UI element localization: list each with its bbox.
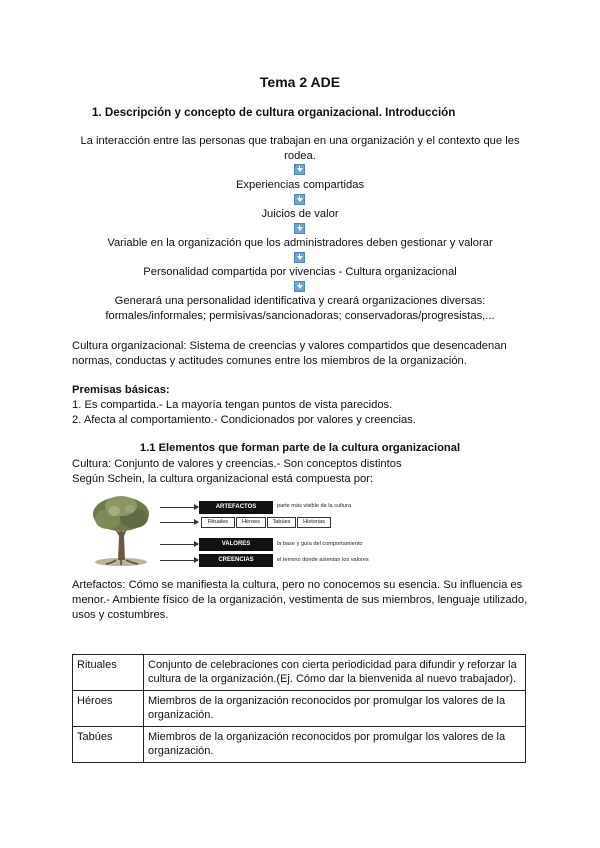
table-row [73,655,526,691]
schein-line: Según Schein, la cultura organizacional está compuesta por: [72,473,374,485]
flow-step-1: La interacción entre las personas que trabajan en una organización y el contexto que les rodea. [80,135,520,162]
premisa-item: 1. Es compartida.- La mayoría tengan puntos de vista parecidos. [72,399,393,411]
down-arrow-icon [294,252,305,263]
premisa-item: 2. Afecta al comportamiento.- Condicionados por valores y creencias. [72,414,416,426]
artefactos-block: ARTEFACTOS [199,501,273,514]
section-heading-1-1: 1.1 Elementos que forman parte de la cultura organizacional [139,442,461,454]
table-term: Rituales [73,655,144,691]
table-desc: Conjunto de celebraciones con cierta periodicidad para difundir y reforzar la cultura de la organización.(Ej. Cómo dar la bienvenida al nuevo trabajador). [144,655,526,691]
premisas-heading: Premisas básicas: [72,384,170,396]
cultura-definition: Cultura organizacional: Sistema de creencias y valores compartidos que desencadenan normas, conductas y actitudes comunes entre los miembros de la organización. [72,340,507,367]
table-desc: Miembros de la organización reconocidos por promulgar los valores de la organización. [144,727,526,763]
valores-caption: la base y guía del comportamiento [277,541,363,547]
down-arrow-icon [294,194,305,205]
flow-step-4: Variable en la organización que los administradores deben gestionar y valorar [107,237,493,249]
chip-rituales: Rituales [201,517,235,528]
chip-historias: Historias [297,517,331,528]
table-desc: Miembros de la organización reconocidos por promulgar los valores de la organización. [144,691,526,727]
page-title: Tema 2 ADE [259,74,341,90]
down-arrow-icon [294,281,305,292]
creencias-block: CREENCIAS [199,554,273,567]
flow-step-2: Experiencias compartidas [235,179,365,191]
table-term: Tabúes [73,727,144,763]
flow-step-5: Personalidad compartida por vivencias - Cultura organizacional [143,266,457,278]
down-arrow-icon [294,223,305,234]
flow-step-6: Generará una personalidad identificativa y creará organizaciones diversas: formales/informales; permisivas/sancionadoras; conservadoras/progresistas,... [105,295,495,322]
table-row [73,727,526,763]
artefactos-caption: parte más visible de la cultura [277,503,351,509]
chip-tabues: Tabúes [267,517,296,528]
flow-step-3: Juicios de valor [261,208,339,220]
artefactos-paragraph: Artefactos: Cómo se manifiesta la cultura, pero no conocemos su esencia. Su influencia es menor.- Ambiente físico de la organización, vestimenta de sus miembros, lenguaje utilizado, usos y costumbres. [72,579,528,621]
elements-table [72,654,526,763]
section-heading-1: 1. Descripción y concepto de cultura organizacional. Introducción [92,106,456,119]
creencias-caption: el terreno donde asientan los valores [277,557,369,563]
down-arrow-icon [294,164,305,175]
schein-diagram [88,494,378,568]
valores-block: VALORES [199,538,273,551]
table-row [73,691,526,727]
chip-heroes: Héroes [236,517,266,528]
cultura-line: Cultura: Conjunto de valores y creencias.- Son conceptos distintos [72,458,402,470]
table-term: Héroes [73,691,144,727]
